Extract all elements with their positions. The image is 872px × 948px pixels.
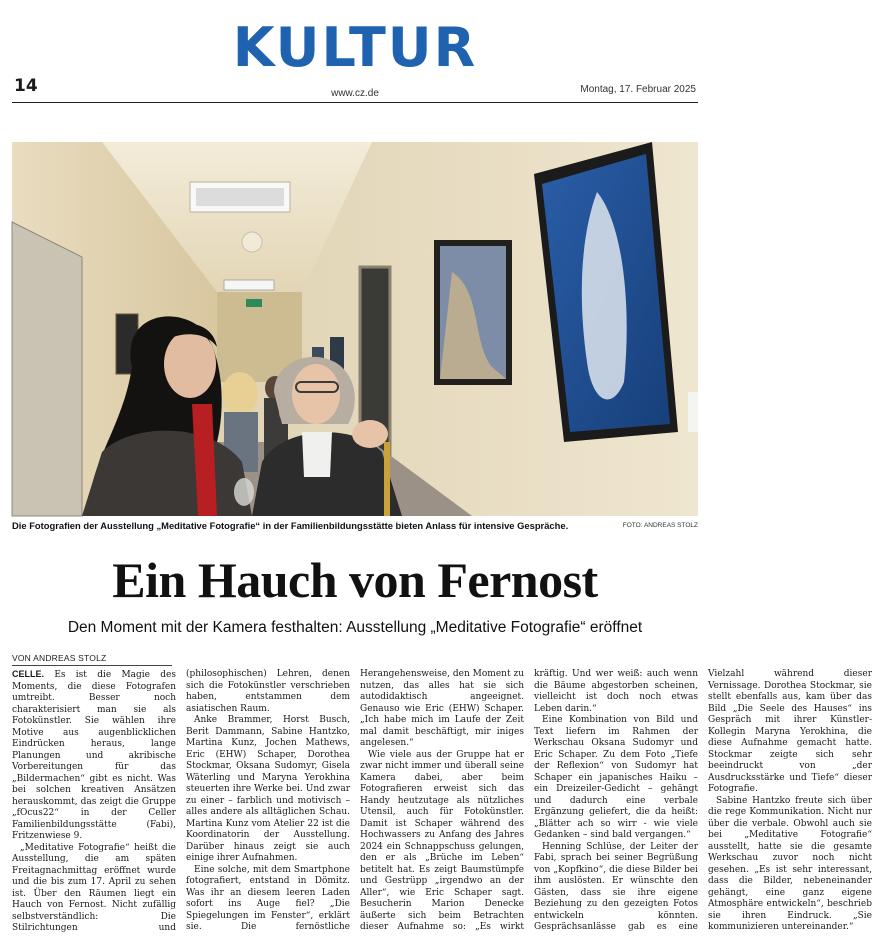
- subheadline: Den Moment mit der Kamera festhalten: Ausstellung „Meditative Fotografie“ eröffnet: [67, 619, 643, 636]
- masthead: KULTUR: [232, 16, 478, 79]
- article-paragraph: Anke Brammer, Horst Busch, Berit Dammann, Sabine Hantzko, Martina Kunz, Jochen Mathews, Eric (EHW) Schaper, Dorothea Stockmar, Oksana Sudomyr, Gisela Wäterling und Maryna Yerokhina steuerten ihre Werke bei. Und zwar zu einer – farblich und motivisch – alles andere als alltäglichen Schau. Martina Kunz vom Atelier 22 ist die Koordinatorin der Ausstellung. Darüber hinaus zeigt sie auch einige ihrer Aufnahmen.: [186, 715, 350, 863]
- article-paragraph: Eine solche, mit dem Smartphone fotografiert, entstand in Dömitz. Was ihr an diesem leeren Laden sofort ins Auge fiel? „Die Spiegelungen im Fenster“, erklärt sie. Die fernöstliche Herangehensweise, den Moment zu nutzen, das alles hat sie sich autodidaktisch angeeignet. Genauso wie Eric (EHW) Schaper. „Ich habe mich im Laufe der Zeit mal damit beschäftigt, mir iniges angelesen.“: [186, 669, 524, 932]
- header-rule: [12, 102, 698, 103]
- article-paragraph: Henning Schlüse, der Leiter der Fabi, sprach bei seiner Begrüßung von „Kopfkino“, die diese Bilder bei ihm auslösten. Er wünschte den Gästen, dass sie ihre eigene Beziehung zu den gezeigten Fotos entwickeln könnten. Gesprächsanlässe gab es eine Vielzahl während dieser Vernissage. Dorothea Stockmar, sie stellt ebenfalls aus, kam über das Bild „Die Seele des Hauses“ ins Gespräch mit ihrer Künstler-Kollegin Maryna Yerokhina, die diese Aufnahme gemacht hatte. Stockmar zeigte sich sehr beeindruckt von „der Ausdrucksstärke und Tiefe“ dieser Fotografie.: [534, 669, 872, 932]
- photo-credit: FOTO: ANDREAS STOLZ: [622, 522, 698, 529]
- dateline: CELLE.: [12, 669, 45, 679]
- photo-caption: Die Fotografien der Ausstellung „Meditative Fotografie“ in der Familienbildungsstätte bieten Anlass für intensive Gespräche.: [12, 520, 569, 531]
- article-paragraph: „Meditative Fotografie“ heißt die Ausstellung, die am späten Freitagnachmittag eröffnet wurde und die bis zum 17. April zu sehen ist. Über den Räumen liegt ein Hauch von Fernost. Nicht zufällig selbstverständlich: Die Stilrichtungen und (philosophischen) Lehren, denen sich die Fotokünstler verschrieben haben, entstammen dem asiatischen Raum.: [12, 669, 350, 933]
- article-body: [12, 669, 872, 944]
- issue-date: Montag, 17. Februar 2025: [580, 84, 696, 95]
- article-paragraph: Sabine Hantzko freute sich über die rege Kommunikation. Nicht nur über die verbale. Obwohl auch sie bei „Meditative Fotografie“ ausstellt, hatte sie die gesamte Werkschau zuvor noch nicht gesehen. „Es ist sehr interessant, dass die Bilder, nebeneinander gehängt, eine ganz eigene Atmosphäre entwickeln“, beschrieb sie ihren Eindruck. „Sie kommunizieren untereinander.“: [708, 795, 872, 932]
- page-number: 14: [14, 76, 38, 96]
- byline-rule: [12, 665, 172, 666]
- article-photo: [12, 142, 698, 516]
- article-paragraph: Wie viele aus der Gruppe hat er zwar nicht immer und überall seine Kamera dabei, aber beim Fotografieren erweist sich das Handy heutzutage als nützliches Utensil, auch für Fotokünstler. Damit ist Schaper während des Hochwassers zu Anfang des Jahres 2024 ein Schnappschuss gelungen, den er als „Brüche im Leben“ betitelt hat. Es zeigt Baumstümpfe und Gestrüpp „irgendwo an der Aller“, wie Eric Schaper sagt. Besucherin Marion Denecke äußerte sich beim Betrachten dieser Aufnahme so: „Es wirkt kräftig. Und wer weiß: auch wenn die Bäume abgestorben scheinen, vielleicht ist doch noch etwas Leben darin.“: [360, 669, 698, 932]
- headline: Ein Hauch von Fernost: [112, 552, 598, 608]
- article-paragraph: CELLE. Es ist die Magie des Moments, die diese Fotografen umtreibt. Besser noch charakterisiert man sie als Fotokünstler. Sie wählen ihre Motive aus augenblicklichen Eindrücken heraus, lange Planungen und akribische Vorbereitungen für das „Bildermachen“ gibt es nicht. Was bei solchen kreativen Ansätzen herauskommt, das zeigt die Gruppe „fOcus22“ in der Celler Familienbildungsstätte (Fabi), Fritzenwiese 9.: [12, 669, 176, 841]
- site-url[interactable]: www.cz.de: [331, 88, 379, 99]
- byline: VON ANDREAS STOLZ: [12, 653, 107, 663]
- article-paragraph: Eine Kombination von Bild und Text liefern im Rahmen der Werkschau Oksana Sudomyr und Eric Schaper. Zu dem Foto „Tiefe der Reflexion“ von Sudomyr hat Schaper ein japanisches Haiku – ein Dreizeiler-Gedicht – gehängt und dadurch eine verbale Ergänzung geliefert, die da heißt: „Blätter ach so wirr - wie viele Gedanken – sind bald vergangen.“: [534, 715, 698, 840]
